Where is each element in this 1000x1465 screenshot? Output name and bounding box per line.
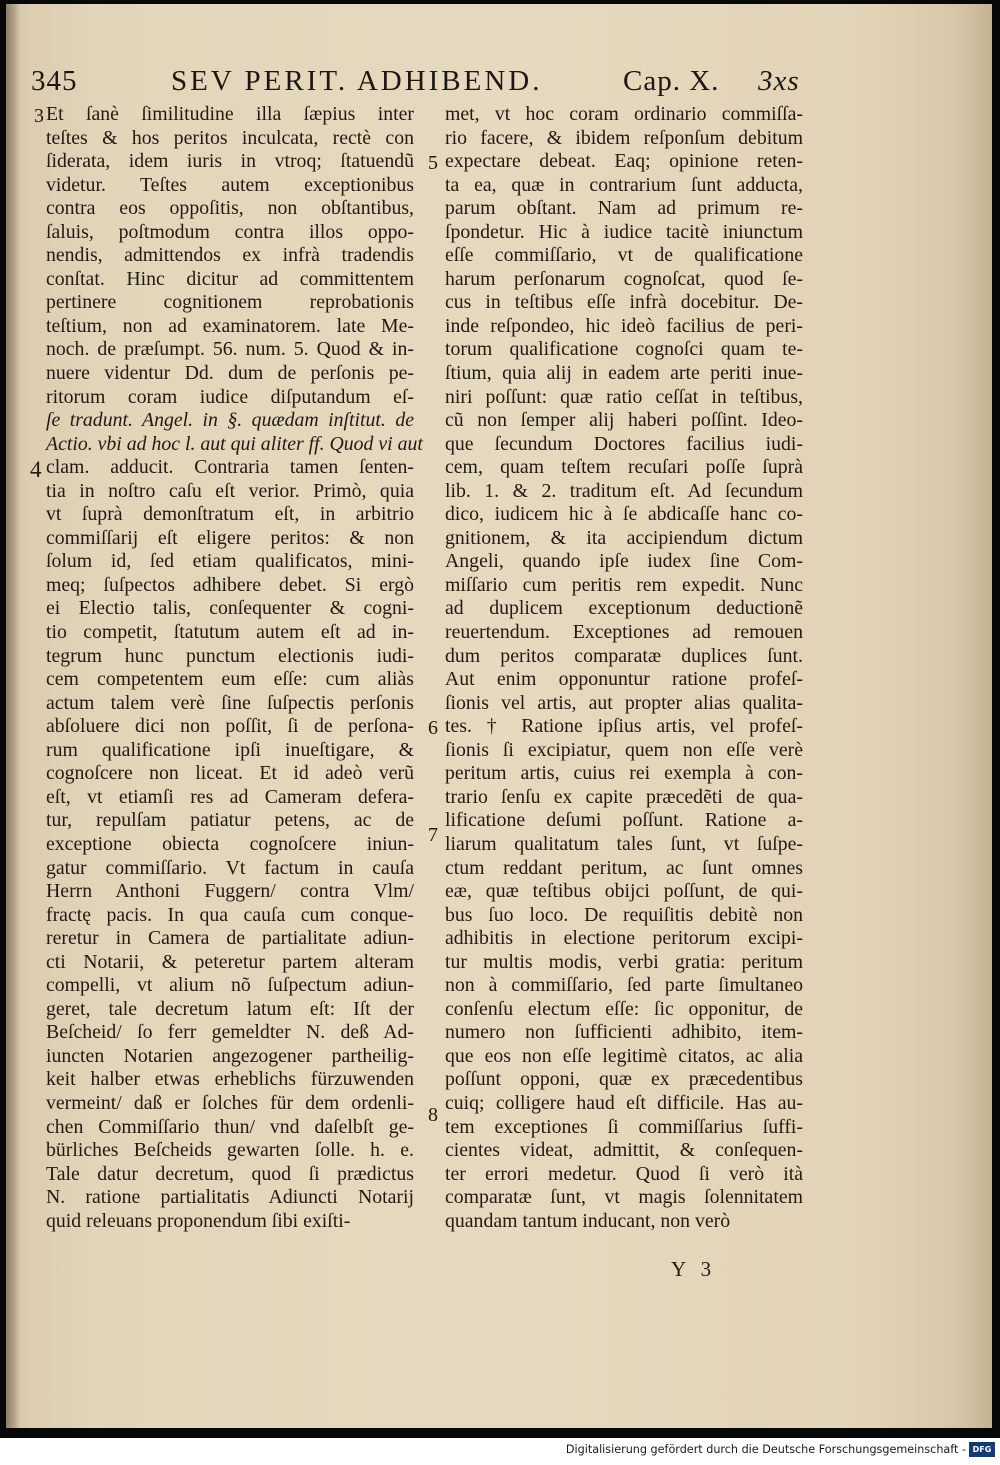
text-line: clam. adducit. Contraria tamen ſenten- [46, 456, 414, 479]
text-line: lificatione deſumi poſſunt. Ratione a- [445, 809, 803, 832]
margin-number: 6 [428, 717, 438, 739]
right-column [445, 103, 803, 1233]
book-page [6, 4, 992, 1428]
text-line: iuncten Notarien angezogener partheilig- [46, 1044, 414, 1067]
text-line: lib. 1. & 2. traditum eſt. Ad ſecundum [445, 479, 803, 502]
text-line: ta ea, quæ in contrarium ſunt adducta, [445, 173, 803, 196]
text-line: commiſſarij eſt eligere peritos: & non [46, 526, 414, 549]
text-line: cus in teſtibus eſſe infrà docebitur. De- [445, 291, 803, 314]
text-line: quid releuans proponendum ſibi exiſti- [46, 1209, 351, 1232]
text-line: Angeli, quando ipſe iudex ſine Com- [445, 550, 803, 573]
text-line: meq; ſuſpectos adhibere debet. Si ergò [46, 573, 414, 596]
text-line: Actio. vbi ad hoc l. aut qui aliter ff. Quod vi aut [46, 432, 423, 455]
text-line: cũ non ſemper alij haberi poſſint. Ideo- [445, 409, 803, 432]
text-line: ter errori medetur. Quod ſi verò ità [445, 1162, 803, 1185]
text-line: ritorum coram iudice diſputandum eſ- [46, 385, 414, 408]
text-line: tur, repulſam patiatur petens, ac de [46, 809, 414, 832]
text-line: ſiderata, idem iuris in vtroq; ſtatuendũ [46, 150, 414, 173]
text-line: non à commiſſario, ſed parte ſimultaneo [445, 974, 803, 997]
text-line: tia in noſtro caſu eſt verior. Primò, quia [46, 479, 414, 502]
text-line: Aut enim opponuntur ratione profeſ- [445, 668, 803, 691]
text-line: reuertendum. Exceptiones ad remouen [445, 621, 803, 644]
text-line: torum qualificatione cognoſci quam te- [445, 338, 803, 361]
text-line: Et ſanè ſimilitudine illa ſæpius inter [46, 103, 414, 125]
chapter-label: Cap. X. [623, 65, 720, 97]
text-line: contra eos oppoſitis, non obſtantibus, [46, 197, 414, 220]
text-line: quandam tantum inducant, non verò [445, 1209, 731, 1232]
digitization-footer [0, 1438, 1000, 1465]
text-line: tur multis modis, verbi gratia: peritum [445, 950, 803, 973]
text-line: que ſecundum Doctores facilius iudi- [445, 432, 803, 455]
text-line: chen Commiſſario thun/ vnd daſelbſt ge- [46, 1115, 414, 1138]
text-line: miſſario cum peritis rem expedit. Nunc [445, 573, 803, 596]
text-line: Beſcheid/ ſo ferr gemeldter N. deß Ad- [46, 1021, 414, 1044]
text-line: cuiq; colligere haud eſt difficile. Has au- [445, 1091, 803, 1114]
text-line: videtur. Teſtes autem exceptionibus [46, 173, 414, 196]
text-line: parum obſtant. Nam ad primum re- [445, 197, 803, 220]
text-line: tes. † Ratione ipſius artis, vel profeſ- [445, 715, 803, 738]
text-line: noch. de præſumpt. 56. num. 5. Quod & in- [46, 338, 414, 361]
margin-number: 8 [428, 1104, 438, 1126]
dfg-logo: DFG [969, 1442, 995, 1457]
text-line: ad duplicem exceptionum deductionẽ [445, 597, 803, 620]
text-line: numero non ſufficienti adhibito, item- [445, 1021, 803, 1044]
text-line: exceptione obiecta cognoſcere iniun- [46, 832, 414, 855]
text-line: tem exceptiones ſi commiſſarius ſuffi- [445, 1115, 803, 1138]
text-line: ſe tradunt. Angel. in §. quædam inſtitut. de [46, 409, 414, 432]
text-line: ſolum id, ſed etiam qualificatos, mini- [46, 550, 414, 573]
text-line: bürliches Beſcheids gewarten ſolle. h. e. [46, 1139, 414, 1162]
text-line: ſionis ſi excipiatur, quem non eſſe verè [445, 738, 803, 761]
text-line: conſtat. Hinc dicitur ad committentem [46, 267, 414, 290]
text-line: harum perſonarum cognoſcat, quod ſe- [445, 267, 803, 290]
text-line: fractę pacis. In qua cauſa cum conque- [46, 903, 414, 926]
text-line: nuere videntur Dd. dum de perſonis pe- [46, 362, 414, 385]
handwritten-folio: 3xs [758, 65, 800, 97]
text-line: abſoluere dici non poſſit, ſi de perſona- [46, 715, 414, 738]
text-line: teſtes & hos peritos inculcata, rectè con [46, 126, 414, 149]
margin-number: 3 [34, 105, 44, 127]
signature-mark: Y 3 [671, 1257, 712, 1281]
text-line: que eos non eſſe legitimè citatos, ac alia [445, 1044, 803, 1067]
text-line: dico, iudicem hic à ſe abdicaſſe hanc co- [445, 503, 803, 526]
text-line: dum peritos comparatæ duplices ſunt. [445, 644, 803, 667]
footer-credit: Digitalisierung gefördert durch die Deutsche Forschungsgemeinschaft - [565, 1443, 966, 1456]
text-line: eſſe commiſſario, vt de qualificatione [445, 244, 803, 267]
text-line: inde reſpondeo, hic ideò facilius de peri- [445, 314, 803, 337]
text-line: cti Notarii, & peteretur partem alteram [46, 950, 414, 973]
text-line: cem competentem eum eſſe: cum aliàs [46, 668, 414, 691]
running-head [6, 64, 992, 104]
text-line: gnitionem, & ita accipiendum dictum [445, 526, 803, 549]
text-line: expectare debeat. Eaq; opinione reten- [445, 150, 803, 173]
text-line: met, vt hoc coram ordinario commiſſa- [445, 103, 803, 125]
text-line: vermeint/ daß er ſolches für dem ordenli- [46, 1091, 414, 1114]
text-line: trario ſenſu ex capite præcedẽti de qua- [445, 785, 803, 808]
margin-number: 7 [428, 824, 438, 846]
left-column [46, 103, 423, 1233]
text-line: ei Electio talis, conſequenter & cogni- [46, 597, 414, 620]
text-line: gatur commiſſario. Vt factum in cauſa [46, 856, 414, 879]
text-line: ctum reddant peritum, ac ſunt omnes [445, 856, 803, 879]
text-line: adhibitis in electione peritorum excipi- [445, 927, 803, 950]
text-line: vt ſuprà demonſtratum eſt, in arbitrio [46, 503, 414, 526]
text-line: geret, tale decretum latum eſt: Iſt der [46, 997, 414, 1020]
text-line: teſtium, non ad examinatorem. late Me- [46, 314, 414, 337]
running-title: SEV PERIT. ADHIBEND. [171, 65, 543, 97]
text-line: peritum artis, cuius rei exempla à con- [445, 762, 803, 785]
text-line: liarum qualitatum tales ſunt, vt ſuſpe- [445, 832, 803, 855]
text-line: compelli, vt alium nõ ſuſpectum adiun- [46, 974, 414, 997]
text-line: bus ſuo loco. De requiſitis debitè non [445, 903, 803, 926]
text-line: actum talem verè ſine ſuſpectis perſonis [46, 691, 414, 714]
text-line: rum qualificatione ipſi inueſtigare, & [46, 738, 414, 761]
text-line: tio competit, ſtatutum autem eſt ad in- [46, 621, 414, 644]
margin-number: 5 [428, 152, 438, 174]
text-line: reretur in Camera de partialitate adiun- [46, 927, 414, 950]
text-line: poſſunt opponi, quæ ex præcedentibus [445, 1068, 803, 1091]
text-line: N. ratione partialitatis Adiuncti Notarij [46, 1186, 414, 1209]
text-line: conſenſu electum eſſe: ſic opponitur, de [445, 997, 803, 1020]
text-line: tegrum hunc punctum electionis iudi- [46, 644, 414, 667]
margin-number: 4 [30, 457, 42, 482]
text-line: cientes videat, admittit, & conſequen- [445, 1139, 803, 1162]
text-line: ſpondetur. Hic à iudice tacitè iniunctum [445, 220, 803, 243]
text-line: ſtium, quia alij in eadem arte periti inue- [445, 362, 803, 385]
text-line: Herrn Anthoni Fuggern/ contra Vlm/ [46, 880, 414, 903]
text-line: niri poſſunt: quæ ratio ceſſat in teſtibus, [445, 385, 803, 408]
text-line: cem, quam teſtem recuſari poſſe ſuprà [445, 456, 803, 479]
text-line: ſionis vel artis, aut propter alias qualita- [445, 691, 803, 714]
text-line: rio facere, & ibidem reſponſum debitum [445, 126, 803, 149]
text-line: comparatæ ſunt, vt magis ſolennitatem [445, 1186, 803, 1209]
text-line: nendis, admittendos ex infrà tradendis [46, 244, 414, 267]
text-line: ſaluis, poſtmodum contra illos oppo- [46, 220, 414, 243]
text-line: eæ, quæ teſtibus obijci poſſunt, de qui- [445, 880, 803, 903]
text-line: pertinere cognitionem reprobationis [46, 291, 414, 314]
text-line: cognoſcere non liceat. Et id adeò verũ [46, 762, 414, 785]
text-line: Tale datur decretum, quod ſi prædictus [46, 1162, 414, 1185]
text-line: eſt, vt etiamſi res ad Cameram defera- [46, 785, 414, 808]
text-line: keit halber etwas erheblichs fürzuwenden [46, 1068, 414, 1091]
page-number: 345 [31, 65, 78, 97]
